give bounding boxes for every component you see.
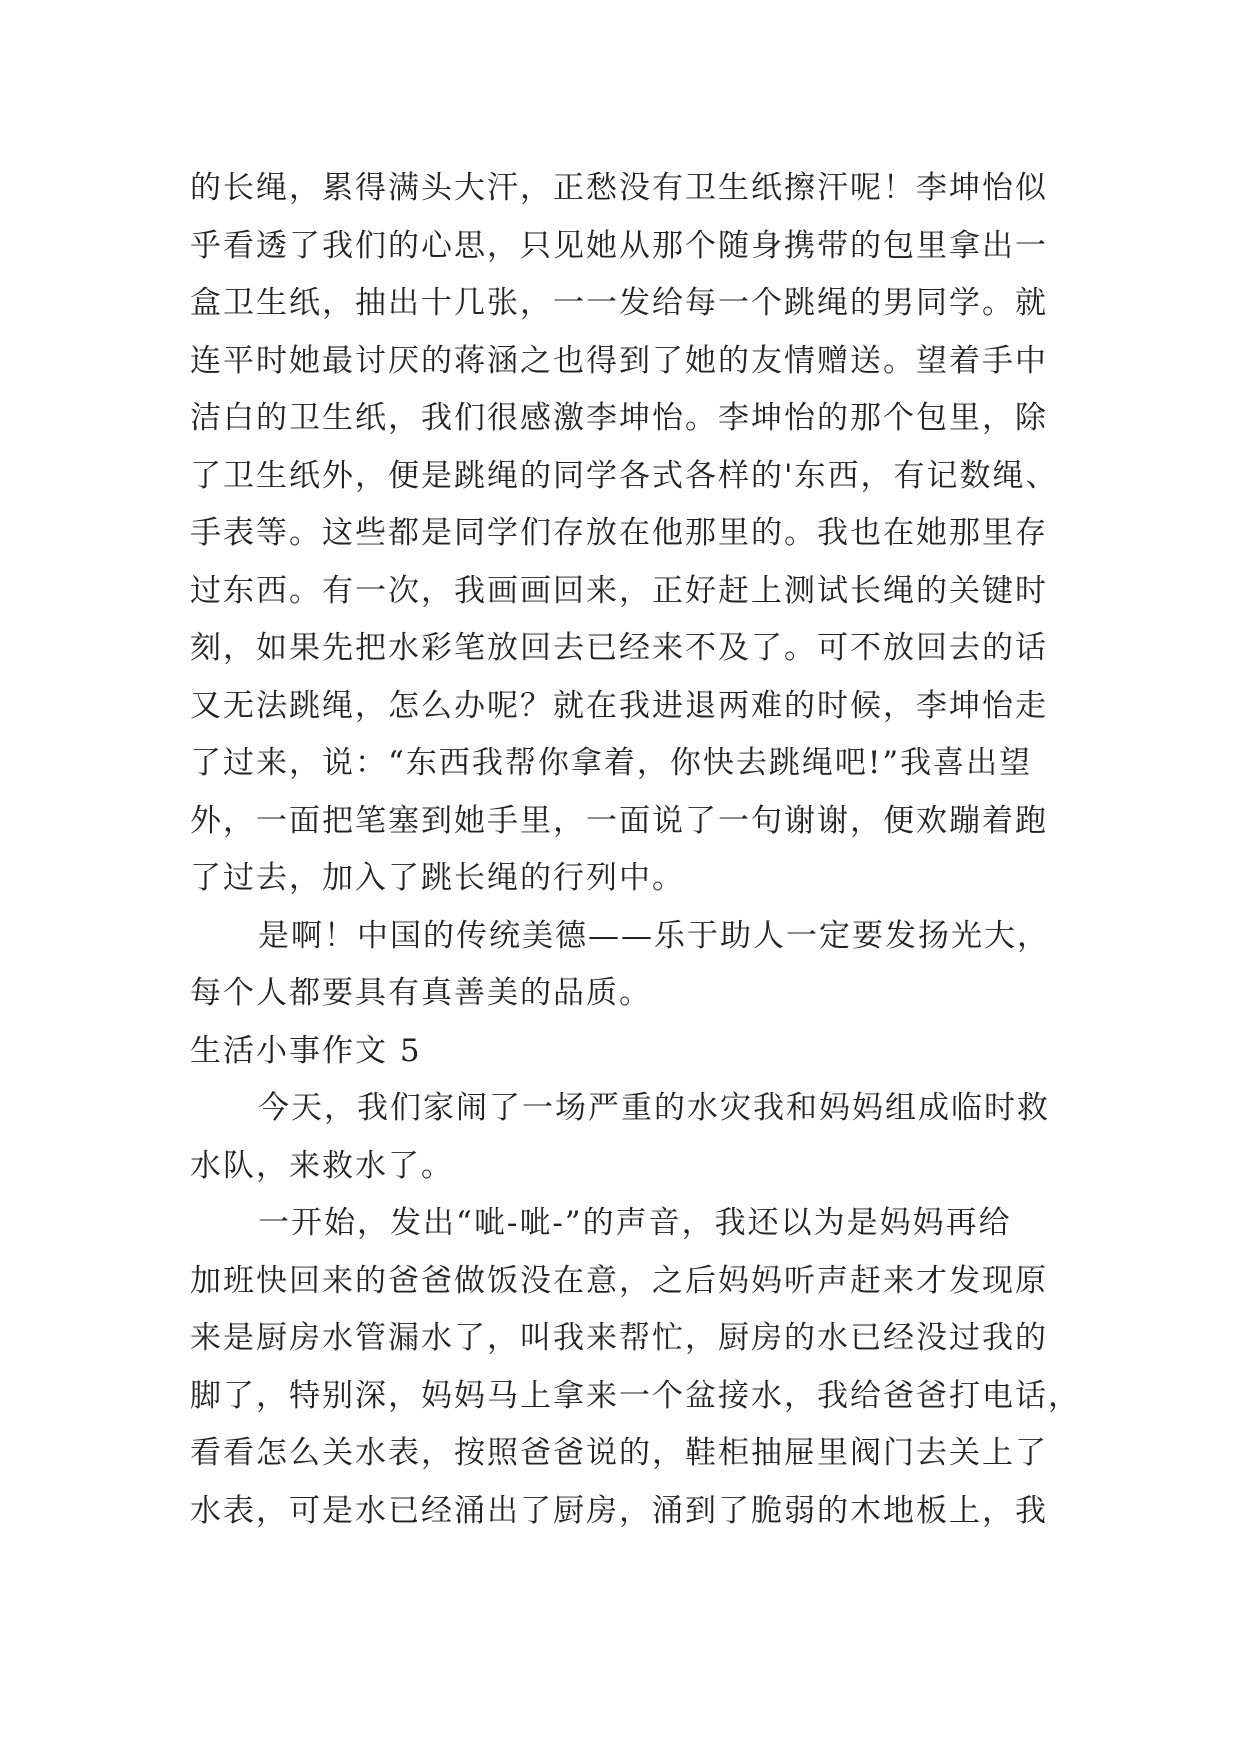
- text-line: 盒卫生纸，抽出十几张，一一发给每一个跳绳的男同学。就: [190, 285, 1048, 321]
- text-line: 的长绳，累得满头大汗，正愁没有卫生纸擦汗呢！李坤怡似: [190, 170, 1048, 206]
- text-line: 加班快回来的爸爸做饭没在意，之后妈妈听声赶来才发现原: [190, 1262, 1048, 1299]
- text-line: 了过来，说：“东西我帮你拿着，你快去跳绳吧!”我喜出望: [190, 745, 1033, 781]
- paragraph-start-line: 一开始，发出“呲-呲-”的声音，我还以为是妈妈再给: [258, 1205, 1012, 1241]
- text-line: 乎看透了我们的心思，只见她从那个随身携带的包里拿出一: [190, 227, 1048, 264]
- paragraph-start-line: 是啊！中国的传统美德——乐于助人一定要发扬光大，: [258, 917, 1050, 954]
- text-line: 洁白的卫生纸，我们很感激李坤怡。李坤怡的那个包里，除: [190, 400, 1048, 436]
- text-line: 脚了，特别深，妈妈马上拿来一个盆接水，我给爸爸打电话，: [190, 1377, 1081, 1414]
- text-line: 外，一面把笔塞到她手里，一面说了一句谢谢，便欢蹦着跑: [190, 802, 1048, 839]
- text-line: 又无法跳绳，怎么办呢？就在我进退两难的时候，李坤怡走: [190, 687, 1048, 724]
- document-body: [190, 160, 1081, 1540]
- text-line: 每个人都要具有真善美的品质。: [190, 975, 652, 1011]
- text-line: 刻，如果先把水彩笔放回去已经来不及了。可不放回去的话: [190, 630, 1048, 666]
- text-line: 连平时她最讨厌的蒋涵之也得到了她的友情赠送。望着手中: [190, 342, 1048, 379]
- text-line: 看看怎么关水表，按照爸爸说的，鞋柜抽屉里阀门去关上了: [190, 1435, 1048, 1471]
- text-line: 水表，可是水已经涌出了厨房，涌到了脆弱的木地板上，我: [190, 1492, 1048, 1529]
- text-line: 手表等。这些都是同学们存放在他那里的。我也在她那里存: [190, 515, 1048, 551]
- text-line: 过东西。有一次，我画画回来，正好赶上测试长绳的关键时: [190, 572, 1048, 609]
- paragraph-start-line: 今天，我们家闹了一场严重的水灾我和妈妈组成临时救: [258, 1090, 1050, 1126]
- text-line: 了过去，加入了跳长绳的行列中。: [190, 860, 685, 896]
- text-line: 水队，来救水了。: [190, 1147, 454, 1184]
- section-heading: 生活小事作文 5: [190, 1032, 422, 1069]
- text-line: 来是厨房水管漏水了，叫我来帮忙，厨房的水已经没过我的: [190, 1320, 1048, 1356]
- text-line: 了卫生纸外，便是跳绳的同学各式各样的'东西，有记数绳、: [190, 457, 1059, 494]
